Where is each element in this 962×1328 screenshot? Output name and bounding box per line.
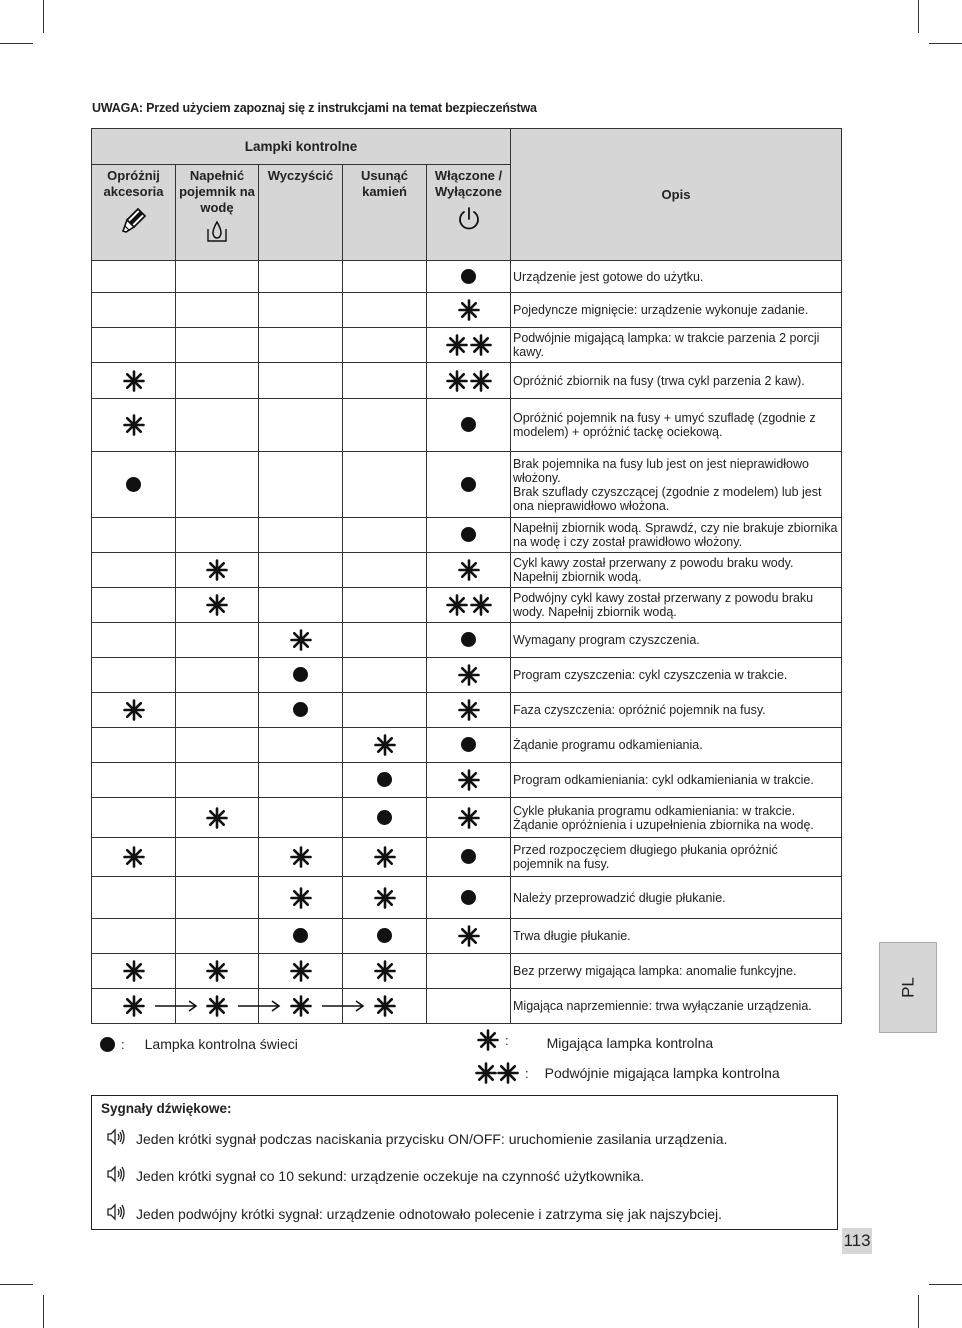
blink-star-icon [123, 995, 145, 1017]
row-description: Trwa długie płukanie. [511, 919, 842, 954]
indicator-cell [427, 553, 511, 588]
indicator-cell [259, 954, 343, 989]
column-label: Napełnić pojemnik na wodę [179, 168, 255, 215]
table-row [92, 877, 842, 919]
indicator-cell [92, 798, 176, 838]
blink-star-icon [477, 1029, 499, 1051]
indicator-cell [92, 989, 176, 1024]
indicator-cell [427, 293, 511, 328]
indicator-cell [92, 518, 176, 553]
legend-separator: : [525, 1065, 529, 1081]
blink-star-icon [458, 699, 480, 721]
blink-star-icon [477, 1029, 499, 1051]
sound-item-text: Jeden krótki sygnał co 10 sekund: urządzenie oczekuje na czynność użytkownika. [136, 1167, 645, 1184]
blink-star-icon [497, 1062, 519, 1084]
page-number: 113 [842, 1228, 872, 1254]
table-row [92, 363, 842, 399]
row-description: Program odkamieniania: cykl odkamieniania w trakcie. [511, 763, 842, 798]
indicator-cell [427, 452, 511, 518]
blink-star-icon [123, 960, 145, 982]
row-description: Żądanie programu odkamieniania. [511, 728, 842, 763]
row-description: Opróżnić zbiornik na fusy (trwa cykl parzenia 2 kaw). [511, 363, 842, 399]
steady-dot-icon [377, 928, 392, 943]
indicator-cell [259, 919, 343, 954]
indicator-cell [343, 399, 427, 452]
indicator-cell [259, 623, 343, 658]
steady-dot-icon [461, 849, 476, 864]
legend-label: Migająca lampka kontrolna [546, 1035, 714, 1051]
indicator-cell [259, 518, 343, 553]
speaker-icon [106, 1128, 126, 1146]
table-row [92, 399, 842, 452]
double-blink-star-icon [475, 1062, 519, 1084]
indicator-cell [176, 328, 259, 363]
table-row [92, 798, 842, 838]
indicator-cell [427, 399, 511, 452]
table-row [92, 452, 842, 518]
indicator-cell [259, 877, 343, 919]
sound-signals-title: Sygnały dźwiękowe: [101, 1101, 232, 1116]
indicator-cell [259, 838, 343, 877]
indicator-cell [92, 328, 176, 363]
indicator-cell [176, 763, 259, 798]
indicator-cell [176, 293, 259, 328]
steady-dot-icon [293, 667, 308, 682]
row-description: Cykle płukania programu odkamieniania: w trakcie. Żądanie opróżnienia i uzupełnienia zbiornika na wodę. [511, 798, 842, 838]
indicator-cell [259, 553, 343, 588]
indicator-cell [259, 588, 343, 623]
crop-mark [918, 0, 919, 33]
indicator-cell [427, 363, 511, 399]
indicator-cell [176, 623, 259, 658]
row-description: Podwójny cykl kawy został przerwany z powodu braku wody. Napełnij zbiornik wodą. [511, 588, 842, 623]
indicator-cell [92, 588, 176, 623]
indicator-cell [427, 261, 511, 293]
row-description: Opróżnić pojemnik na fusy + umyć szufladę (zgodnie z modelem) + opróżnić tackę ociekową. [511, 399, 842, 452]
indicator-cell [92, 838, 176, 877]
column-label: Opróżnij akcesoria [103, 168, 164, 199]
row-description: Program czyszczenia: cykl czyszczenia w trakcie. [511, 658, 842, 693]
indicator-cell [343, 954, 427, 989]
row-description: Brak pojemnika na fusy lub jest on jest nieprawidłowo włożony. Brak szuflady czyszczącej (zgodnie z modelem) lub jest ona nieprawidłowo włożona. [511, 452, 842, 518]
description-header: Opis [511, 129, 842, 261]
column-header-power [427, 165, 511, 261]
crop-mark [929, 1284, 962, 1285]
blink-star-icon [470, 594, 492, 616]
table-row [92, 293, 842, 328]
blink-star-icon [374, 995, 396, 1017]
legend-label: Lampka kontrolna świeci [144, 1036, 298, 1052]
indicator-cell [343, 293, 427, 328]
indicator-cell [176, 954, 259, 989]
blink-star-icon [123, 699, 145, 721]
power-icon [456, 206, 482, 232]
indicator-cell [176, 588, 259, 623]
indicator-cell [92, 728, 176, 763]
indicator-cell [343, 798, 427, 838]
speaker-icon [106, 1128, 136, 1149]
speaker-icon [106, 1165, 136, 1186]
indicator-cell [427, 877, 511, 919]
row-description: Napełnij zbiornik wodą. Sprawdź, czy nie brakuje zbiornika na wodę i czy został prawidłowo włożony. [511, 518, 842, 553]
indicator-cell [176, 877, 259, 919]
indicator-cell [176, 693, 259, 728]
steady-dot-icon [126, 477, 141, 492]
blink-star-icon [458, 299, 480, 321]
indicator-cell [259, 728, 343, 763]
indicator-cell [427, 623, 511, 658]
indicator-cell [427, 763, 511, 798]
indicator-cell [343, 588, 427, 623]
steady-dot-icon [461, 477, 476, 492]
arrow-right-icon [320, 999, 366, 1013]
indicator-cell [427, 518, 511, 553]
indicator-cell [176, 261, 259, 293]
double-blink-star-icon [445, 596, 493, 613]
legend-item-blinking [477, 1029, 713, 1051]
indicator-cell [259, 328, 343, 363]
double-blink-star-icon [445, 336, 493, 353]
blink-star-icon [458, 559, 480, 581]
safety-warning: UWAGA: Przed użyciem zapoznaj się z instrukcjami na temat bezpieczeństwa [92, 101, 537, 115]
indicator-cell [259, 261, 343, 293]
row-description: Przed rozpoczęciem długiego płukania opróżnić pojemnik na fusy. [511, 838, 842, 877]
indicator-cell [259, 399, 343, 452]
column-label: Włączone / Wyłączone [434, 168, 503, 199]
steady-dot-icon [461, 417, 476, 432]
blink-star-icon [206, 995, 228, 1017]
indicator-cell [176, 728, 259, 763]
blink-star-icon [374, 734, 396, 756]
table-row [92, 728, 842, 763]
table-row [92, 838, 842, 877]
sound-item-text: Jeden podwójny krótki sygnał: urządzenie odnotowało polecenie i zatrzyma się jak najszybciej. [136, 1205, 722, 1222]
blink-star-icon [290, 629, 312, 651]
indicator-cell [259, 363, 343, 399]
blink-star-icon [206, 960, 228, 982]
blink-star-icon [374, 960, 396, 982]
legend-label: Podwójnie migająca lampka kontrolna [544, 1065, 780, 1081]
blink-star-icon [374, 887, 396, 909]
brush-icon [120, 206, 148, 234]
blink-star-icon [458, 807, 480, 829]
row-description: Pojedyncze mignięcie: urządzenie wykonuje zadanie. [511, 293, 842, 328]
blink-star-icon [446, 370, 468, 392]
sound-signals-box [91, 1095, 838, 1230]
arrow-right-icon [236, 999, 282, 1013]
blink-star-icon [123, 846, 145, 868]
row-description: Migająca naprzemiennie: trwa wyłączanie urządzenia. [511, 989, 842, 1024]
indicator-cell [92, 763, 176, 798]
indicator-cell [343, 623, 427, 658]
legend-item-double-blinking [475, 1062, 780, 1084]
indicator-cell [343, 728, 427, 763]
row-description: Cykl kawy został przerwany z powodu braku wody. Napełnij zbiornik wodą. [511, 553, 842, 588]
steady-dot-icon [461, 269, 476, 284]
indicator-cell [92, 877, 176, 919]
indicator-cell [343, 763, 427, 798]
blink-star-icon [458, 925, 480, 947]
indicator-cell [92, 954, 176, 989]
speaker-icon [106, 1203, 136, 1224]
indicator-group-header: Lampki kontrolne [92, 129, 511, 165]
indicator-cell [92, 293, 176, 328]
row-description: Faza czyszczenia: opróżnić pojemnik na fusy. [511, 693, 842, 728]
table-row [92, 989, 842, 1024]
table-row [92, 693, 842, 728]
indicator-cell [259, 658, 343, 693]
indicator-cell [343, 693, 427, 728]
steady-dot-icon [377, 772, 392, 787]
table-row [92, 261, 842, 293]
blink-star-icon [475, 1062, 497, 1084]
speaker-icon [106, 1203, 126, 1221]
blink-star-icon [123, 370, 145, 392]
steady-dot-icon [461, 527, 476, 542]
indicator-cell [427, 658, 511, 693]
blink-star-icon [290, 846, 312, 868]
steady-dot-icon [100, 1037, 115, 1052]
legend-item-steady [100, 1036, 298, 1052]
double-blink-star-icon [445, 372, 493, 389]
blink-star-icon [290, 960, 312, 982]
table-row [92, 954, 842, 989]
indicator-cell [343, 877, 427, 919]
legend [92, 1032, 852, 1092]
indicator-cell [343, 838, 427, 877]
column-header-clean [259, 165, 343, 261]
indicator-cell [176, 399, 259, 452]
indicator-cell [343, 363, 427, 399]
sound-item [106, 1128, 727, 1149]
column-label: Wyczyścić [267, 168, 334, 183]
row-description: Bez przerwy migająca lampka: anomalie funkcyjne. [511, 954, 842, 989]
indicator-cell [92, 363, 176, 399]
row-description: Wymagany program czyszczenia. [511, 623, 842, 658]
language-tab [879, 942, 937, 1033]
sound-item-text: Jeden krótki sygnał podczas naciskania przycisku ON/OFF: uruchomienie zasilania urządzenia. [136, 1130, 728, 1147]
indicator-cell [92, 623, 176, 658]
table-row [92, 553, 842, 588]
indicator-cell [92, 658, 176, 693]
indicator-cell [176, 518, 259, 553]
indicator-cell [343, 452, 427, 518]
indicator-cell [92, 399, 176, 452]
indicator-cell [176, 658, 259, 693]
table-row [92, 919, 842, 954]
column-header-descale [343, 165, 427, 261]
indicator-cell [427, 328, 511, 363]
crop-mark [43, 1295, 44, 1328]
blink-star-icon [374, 846, 396, 868]
blink-star-icon [446, 594, 468, 616]
indicator-cell [176, 553, 259, 588]
indicator-cell [343, 553, 427, 588]
steady-dot-icon [293, 702, 308, 717]
column-header-fill-water [176, 165, 259, 261]
table-row [92, 623, 842, 658]
indicator-cell [92, 693, 176, 728]
steady-dot-icon [461, 632, 476, 647]
indicator-cell [92, 452, 176, 518]
water-drop-icon [205, 218, 229, 244]
indicator-cell [92, 553, 176, 588]
blink-star-icon [458, 769, 480, 791]
blink-star-icon [458, 664, 480, 686]
blink-star-icon [470, 334, 492, 356]
crop-mark [929, 43, 962, 44]
row-description: Podwójnie migającą lampka: w trakcie parzenia 2 porcji kawy. [511, 328, 842, 363]
steady-dot-icon [461, 890, 476, 905]
indicator-cell [259, 693, 343, 728]
indicator-cell [259, 452, 343, 518]
row-description: Urządzenie jest gotowe do użytku. [511, 261, 842, 293]
blink-star-icon [290, 995, 312, 1017]
indicator-cell [176, 363, 259, 399]
blink-star-icon [470, 370, 492, 392]
table-row [92, 763, 842, 798]
indicator-cell [259, 763, 343, 798]
indicator-cell [343, 328, 427, 363]
indicator-cell [427, 693, 511, 728]
indicator-cell [427, 588, 511, 623]
blink-star-icon [446, 334, 468, 356]
indicator-cell [176, 798, 259, 838]
indicator-cell [427, 798, 511, 838]
indicator-cell [176, 838, 259, 877]
blink-star-icon [206, 559, 228, 581]
crop-mark [0, 43, 33, 44]
indicator-rows [92, 261, 842, 1024]
crop-mark [43, 0, 44, 33]
indicator-cell [343, 518, 427, 553]
speaker-icon [106, 1165, 126, 1183]
indicator-cell [176, 452, 259, 518]
blink-star-icon [206, 594, 228, 616]
crop-mark [918, 1295, 919, 1328]
blink-star-icon [123, 414, 145, 436]
table-row [92, 328, 842, 363]
legend-separator: : [505, 1032, 509, 1048]
indicator-cell [343, 919, 427, 954]
indicator-cell [427, 989, 511, 1024]
blink-star-icon [206, 807, 228, 829]
indicator-cell [427, 838, 511, 877]
table-row [92, 588, 842, 623]
sound-item [106, 1203, 722, 1224]
indicator-table [91, 128, 842, 1024]
table-row [92, 658, 842, 693]
indicator-cell [427, 728, 511, 763]
column-label: Usunąć kamień [361, 168, 408, 199]
indicator-cell [259, 798, 343, 838]
table-row [92, 518, 842, 553]
crop-mark [0, 1284, 33, 1285]
column-header-empty-accessories [92, 165, 176, 261]
language-tab-label: PL [898, 977, 917, 998]
indicator-cell [427, 919, 511, 954]
indicator-cell [92, 261, 176, 293]
indicator-cell [343, 261, 427, 293]
indicator-cell [427, 954, 511, 989]
indicator-cell [176, 919, 259, 954]
indicator-cell [92, 919, 176, 954]
row-description: Należy przeprowadzić długie płukanie. [511, 877, 842, 919]
steady-dot-icon [461, 737, 476, 752]
steady-dot-icon [293, 928, 308, 943]
blink-star-icon [290, 887, 312, 909]
steady-dot-icon [377, 810, 392, 825]
arrow-right-icon [153, 999, 199, 1013]
indicator-cell [259, 293, 343, 328]
legend-separator: : [121, 1036, 125, 1052]
sound-item [106, 1165, 644, 1186]
indicator-cell [343, 658, 427, 693]
